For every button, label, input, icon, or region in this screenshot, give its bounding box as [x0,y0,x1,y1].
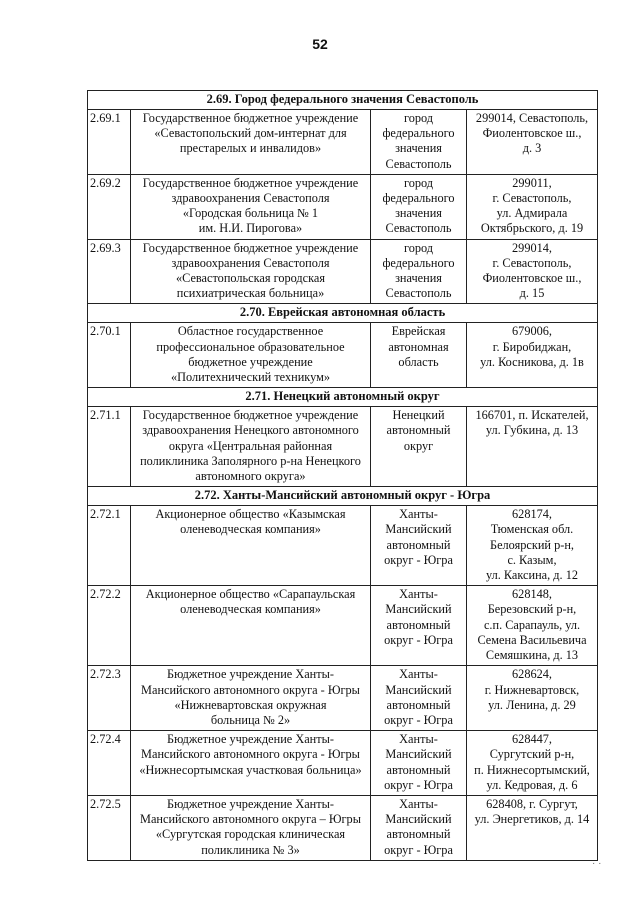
institution-name-line: здравоохранения Севастополя [171,191,330,206]
section-title: 2.72. Ханты-Мансийский автономный округ - Югра [88,487,598,506]
institution-name [131,407,371,487]
region-cell-line: Севастополь [385,286,452,301]
institution-name-line: Бюджетное учреждение Ханты- [167,796,334,811]
institution-name-line: Мансийского автономного округа - Югры [141,682,360,697]
institution-name-line: Областное государственное [177,324,324,339]
institution-name [131,110,371,175]
institution-name [131,795,371,860]
institution-name-line: больница № 2» [210,712,291,727]
institution-name-line: «Нижнесортымская участковая больница» [139,762,362,777]
table-row [88,506,598,586]
institution-name-line: Бюджетное учреждение Ханты- [167,732,334,747]
region-cell-line: округ [403,438,434,453]
region-cell [371,323,467,388]
region-cell [371,506,467,586]
scan-mark: · · [592,858,602,869]
address-cell-line: Сургутский р-н, [489,747,575,762]
region-cell [371,795,467,860]
region-cell-line: Севастополь [385,156,452,171]
institution-name [131,174,371,239]
address-cell [467,586,598,666]
institution-name-line: оленеводческая компания» [180,602,321,617]
address-cell-line: Семяшкина, д. 13 [485,648,579,663]
address-cell-line: г. Нижневартовск, [484,682,580,697]
institution-name-line: «Севастопольская городская [175,271,326,286]
institution-name-line: Бюджетное учреждение Ханты- [167,667,334,682]
address-cell-line: с. Казым, [507,552,557,567]
address-cell-line: г. Севастополь, [492,191,572,206]
section-header-row [88,487,598,506]
region-cell-line: автономный [386,762,451,777]
address-cell-line: ул. Адмирала [496,206,568,221]
region-cell-line: автономный [386,617,451,632]
row-number: 2.72.3 [88,666,131,731]
table-row [88,110,598,175]
region-cell-line: Ханты- [399,587,438,602]
region-cell-line: Мансийский [385,602,452,617]
institution-name-line: Мансийского автономного округа – Югры [140,812,361,827]
region-cell-line: Ненецкий [392,408,445,423]
address-cell [467,731,598,796]
address-cell-line: 628624, [512,667,552,682]
table-row [88,239,598,304]
address-cell-line: 299014, [512,240,552,255]
institution-name-line: «Сургутская городская клиническая [155,827,346,842]
region-cell-line: Ханты- [399,667,438,682]
region-cell [371,110,467,175]
table-row [88,586,598,666]
address-cell-line: ул. Ленина, д. 29 [488,697,576,712]
institution-name-line: Государственное бюджетное учреждение [142,240,359,255]
region-cell-line: область [398,354,439,369]
region-cell-line: федерального [382,255,455,270]
address-cell-line: 299014, Севастополь, [475,111,589,125]
institution-name [131,731,371,796]
institution-name-line: «Городская больница № 1 [182,206,319,221]
address-cell-line: 299011, [512,175,552,190]
institution-name-line: престарелых и инвалидов» [179,141,322,156]
address-cell-line: д. 15 [519,286,545,301]
institution-name-line: Мансийского автономного округа - Югры [141,747,360,762]
section-header-row [88,91,598,110]
table-row [88,174,598,239]
table-row [88,407,598,487]
table-row [88,323,598,388]
region-cell-line: значения [395,271,442,286]
institution-name-line: бюджетное учреждение [188,354,313,369]
region-cell-line: значения [395,141,442,156]
region-cell [371,666,467,731]
address-cell-line: Октябрьского, д. 19 [480,221,584,236]
institution-name-line: «Политехнический техникум» [170,370,331,385]
institution-name-line: автономного округа» [195,469,306,484]
address-cell [467,666,598,731]
address-cell-line: г. Севастополь, [492,255,572,270]
address-cell [467,323,598,388]
registry-table [87,90,598,861]
region-cell [371,239,467,304]
section-header-row [88,388,598,407]
region-cell-line: Ханты- [399,732,438,747]
address-cell [467,239,598,304]
institution-name [131,506,371,586]
region-cell [371,174,467,239]
region-cell-line: Мансийский [385,747,452,762]
address-cell-line: п. Нижнесортымский, [474,762,590,777]
address-cell-line: 628174, [512,507,552,522]
address-cell [467,506,598,586]
institution-name-line: Акционерное общество «Сарапаульская [145,587,356,602]
address-cell-line: Семена Васильевича [477,632,587,647]
institution-name-line: Государственное бюджетное учреждение [142,175,359,190]
address-cell [467,174,598,239]
row-number: 2.71.1 [88,407,131,487]
institution-name-line: им. Н.И. Пирогова» [198,221,303,236]
region-cell-line: Мансийский [385,522,452,537]
region-cell-line: город [403,111,434,125]
address-cell-line: 166701, п. Искателей, [475,408,589,423]
region-cell-line: округ - Югра [384,712,453,727]
institution-name-line: здравоохранения Ненецкого автономного [142,423,359,438]
institution-name-line: оленеводческая компания» [180,522,321,537]
region-cell-line: Еврейская [391,324,446,339]
row-number: 2.72.5 [88,795,131,860]
region-cell-line: автономный [386,537,451,552]
region-cell [371,731,467,796]
address-cell-line: 628408, г. Сургут, [486,796,578,811]
row-number: 2.69.1 [88,110,131,175]
row-number: 2.70.1 [88,323,131,388]
address-cell-line: Тюменская обл. [490,522,574,537]
section-title: 2.69. Город федерального значения Севастополь [88,91,598,110]
section-title: 2.70. Еврейская автономная область [88,304,598,323]
address-cell-line: 628447, [512,732,552,747]
institution-name-line: психиатрическая больница» [176,286,325,301]
institution-name-line: поликлиника № 3» [201,842,300,857]
address-cell-line: Фиолентовское ш., [482,271,582,286]
region-cell-line: автономная [388,339,449,354]
section-header-row [88,304,598,323]
address-cell-line: с.п. Сарапауль, ул. [483,617,581,632]
institution-name-line: округа «Центральная районная [168,438,333,453]
region-cell-line: округ - Югра [384,777,453,792]
region-cell-line: значения [395,206,442,221]
region-cell-line: автономный [386,423,451,438]
address-cell-line: ул. Губкина, д. 13 [485,423,579,438]
row-number: 2.69.3 [88,239,131,304]
region-cell [371,407,467,487]
table-row [88,666,598,731]
address-cell [467,407,598,487]
address-cell-line: ул. Косникова, д. 1в [480,354,584,369]
table-row [88,795,598,860]
region-cell-line: город [403,175,434,190]
institution-name [131,666,371,731]
row-number: 2.72.1 [88,506,131,586]
row-number: 2.69.2 [88,174,131,239]
region-cell-line: автономный [386,827,451,842]
region-cell-line: автономный [386,697,451,712]
institution-name-line: поликлиника Заполярного р-на Ненецкого [140,453,361,468]
address-cell-line: д. 3 [522,141,542,156]
institution-name-line: «Севастопольский дом-интернат для [154,126,347,141]
address-cell-line: ул. Кедровая, д. 6 [486,777,578,792]
region-cell-line: Мансийский [385,682,452,697]
section-title: 2.71. Ненецкий автономный округ [88,388,598,407]
address-cell [467,110,598,175]
region-cell-line: Севастополь [385,221,452,236]
institution-name [131,323,371,388]
region-cell-line: округ - Югра [384,842,453,857]
region-cell-line: Мансийский [385,812,452,827]
region-cell-line: Ханты- [399,796,438,811]
region-cell-line: округ - Югра [384,552,453,567]
region-cell-line: федерального [382,191,455,206]
page-number: 52 [312,36,328,52]
region-cell-line: город [403,240,434,255]
address-cell-line: Белоярский р-н, [490,537,574,552]
region-cell [371,586,467,666]
region-cell-line: федерального [382,126,455,141]
institution-name-line: «Нижневартовская окружная [174,697,327,712]
table-row [88,731,598,796]
row-number: 2.72.2 [88,586,131,666]
region-cell-line: Ханты- [399,507,438,522]
address-cell-line: Фиолентовское ш., [482,126,582,141]
institution-name [131,586,371,666]
institution-name-line: здравоохранения Севастополя [171,255,330,270]
row-number: 2.72.4 [88,731,131,796]
region-cell-line: округ - Югра [384,632,453,647]
address-cell-line: г. Биробиджан, [492,339,572,354]
address-cell-line: 628148, [512,587,552,602]
institution-name-line: Государственное бюджетное учреждение [142,111,359,125]
address-cell [467,795,598,860]
address-cell-line: 679006, [512,324,552,339]
institution-name-line: Государственное бюджетное учреждение [142,408,359,423]
address-cell-line: ул. Каксина, д. 12 [486,568,578,583]
institution-name [131,239,371,304]
address-cell-line: ул. Энергетиков, д. 14 [474,812,590,827]
institution-name-line: профессиональное образовательное [156,339,345,354]
institution-name-line: Акционерное общество «Казымская [155,507,346,522]
address-cell-line: Березовский р-н, [487,602,577,617]
